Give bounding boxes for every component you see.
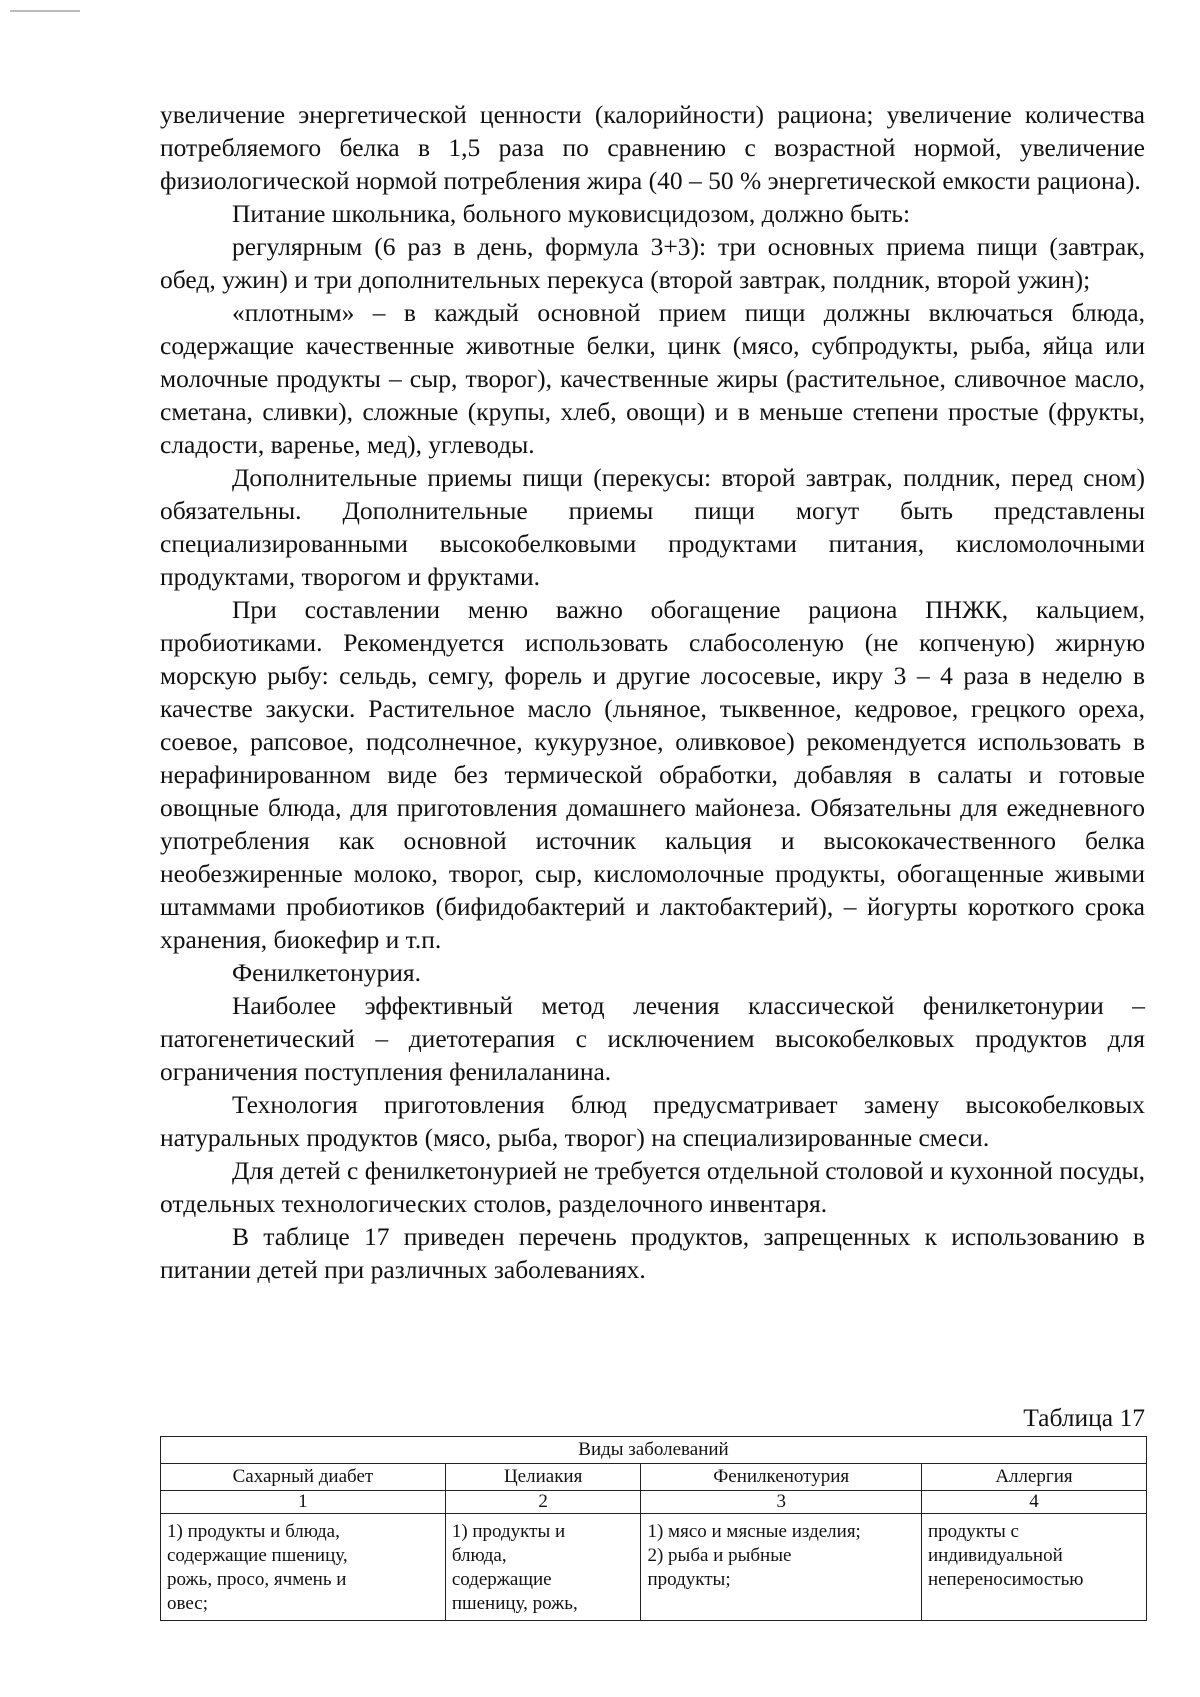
disease-table: [160, 1436, 1147, 1621]
column-header: Целиакия: [445, 1464, 641, 1491]
cell-line: блюда,: [451, 1545, 507, 1566]
section-heading: Фенилкетонурия.: [232, 958, 422, 987]
cell-line: содержащие: [451, 1569, 552, 1590]
column-number: 1: [161, 1491, 446, 1514]
cell-line: продукты с: [927, 1521, 1019, 1542]
column-number: 2: [445, 1491, 641, 1514]
cell-line: 1) мясо и мясные изделия;: [647, 1521, 861, 1542]
column-number: 3: [641, 1491, 921, 1514]
cell-line: 2) рыба и рыбные: [647, 1545, 792, 1566]
cell-line: содержащие пшеницу,: [167, 1545, 348, 1566]
paragraph: увеличение энергетической ценности (калорийности) рациона; увеличение количества потребляемого белка в 1,5 раза по сравнению с возрастной нормой, увеличение физиологической нормой потребления жира (40 – 50 % энергетической емкости рациона).: [160, 100, 1145, 195]
column-header: Фенилкенотурия: [641, 1464, 921, 1491]
cell-line: 1) продукты и: [451, 1521, 566, 1542]
column-number: 4: [921, 1491, 1146, 1514]
cell-line: продукты;: [647, 1569, 731, 1590]
column-header: Аллергия: [921, 1464, 1146, 1491]
table-number-row: [161, 1491, 1147, 1514]
paragraph: Наиболее эффективный метод лечения классической фенилкетонурии – патогенетический – диетотерапия с исключением высокобелковых продуктов для ограничения поступления фенилаланина.: [160, 991, 1145, 1086]
table-cell-celiac: [445, 1514, 641, 1621]
table-group-header-row: [161, 1437, 1147, 1464]
table-cell-phenylketonuria: [641, 1514, 921, 1621]
group-header: Виды заболеваний: [161, 1437, 1147, 1464]
cell-line: рожь, просо, ячмень и: [167, 1569, 347, 1590]
paragraph: В таблице 17 приведен перечень продуктов, запрещенных к использованию в питании детей при различных заболеваниях.: [160, 1222, 1145, 1284]
paragraph: Дополнительные приемы пищи (перекусы: второй завтрак, полдник, перед сном) обязательны. Дополнительные приемы пищи могут быть представлены специализированными высокобелковыми продуктами питания, кисломолочными продуктами, творогом и фруктами.: [160, 463, 1145, 591]
cell-line: овес;: [167, 1593, 208, 1614]
table-header-row: [161, 1464, 1147, 1491]
table-caption: Таблица 17: [1023, 1403, 1145, 1432]
column-header: Сахарный диабет: [161, 1464, 446, 1491]
cell-line: пшеницу, рожь,: [451, 1593, 578, 1614]
paragraph: Питание школьника, больного муковисцидозом, должно быть:: [232, 199, 911, 228]
paragraph: Технология приготовления блюд предусматривает замену высокобелковых натуральных продуктов (мясо, рыба, творог) на специализированные смеси.: [160, 1090, 1145, 1152]
cell-line: 1) продукты и блюда,: [167, 1521, 340, 1542]
paragraph: Для детей с фенилкетонурией не требуется отдельной столовой и кухонной посуды, отдельных технологических столов, разделочного инвентаря.: [160, 1156, 1145, 1218]
table-cell-diabetes: [161, 1514, 446, 1621]
paragraph: При составлении меню важно обогащение рациона ПНЖК, кальцием, пробиотиками. Рекомендуется использовать слабосоленую (не копченую) жирную морскую рыбу: сельдь, семгу, форель и другие лососевые, икру 3 – 4 раза в неделю в качестве закуски. Растительное масло (льняное, тыквенное, кедровое, грецкого ореха, соевое, рапсовое, подсолнечное, кукурузное, оливковое) рекомендуется использовать в нерафинированном виде без термической обработки, добавляя в салаты и готовые овощные блюда, для приготовления домашнего майонеза. Обязательны для ежедневного употребления как основной источник кальция и высококачественного белка необезжиренные молоко, творог, сыр, кисломолочные продукты, обогащенные живыми штаммами пробиотиков (бифидобактерий и лактобактерий), – йогурты короткого срока хранения, биокефир и т.п.: [160, 595, 1145, 954]
scan-artifact: [10, 10, 80, 12]
cell-line: индивидуальной: [927, 1545, 1063, 1566]
table-row: [161, 1514, 1147, 1621]
body-text: [160, 98, 1145, 1286]
table-cell-allergy: [921, 1514, 1146, 1621]
paragraph: регулярным (6 раз в день, формула 3+3): три основных приема пищи (завтрак, обед, ужин) и три дополнительных перекуса (второй завтрак, полдник, второй ужин);: [160, 232, 1145, 294]
paragraph: «плотным» – в каждый основной прием пищи должны включаться блюда, содержащие качественные животные белки, цинк (мясо, субпродукты, рыба, яйца или молочные продукты – сыр, творог), качественные жиры (растительное, сливочное масло, сметана, сливки), сложные (крупы, хлеб, овощи) и в меньше степени простые (фрукты, сладости, варенье, мед), углеводы.: [160, 298, 1145, 459]
cell-line: непереносимостью: [927, 1569, 1084, 1590]
